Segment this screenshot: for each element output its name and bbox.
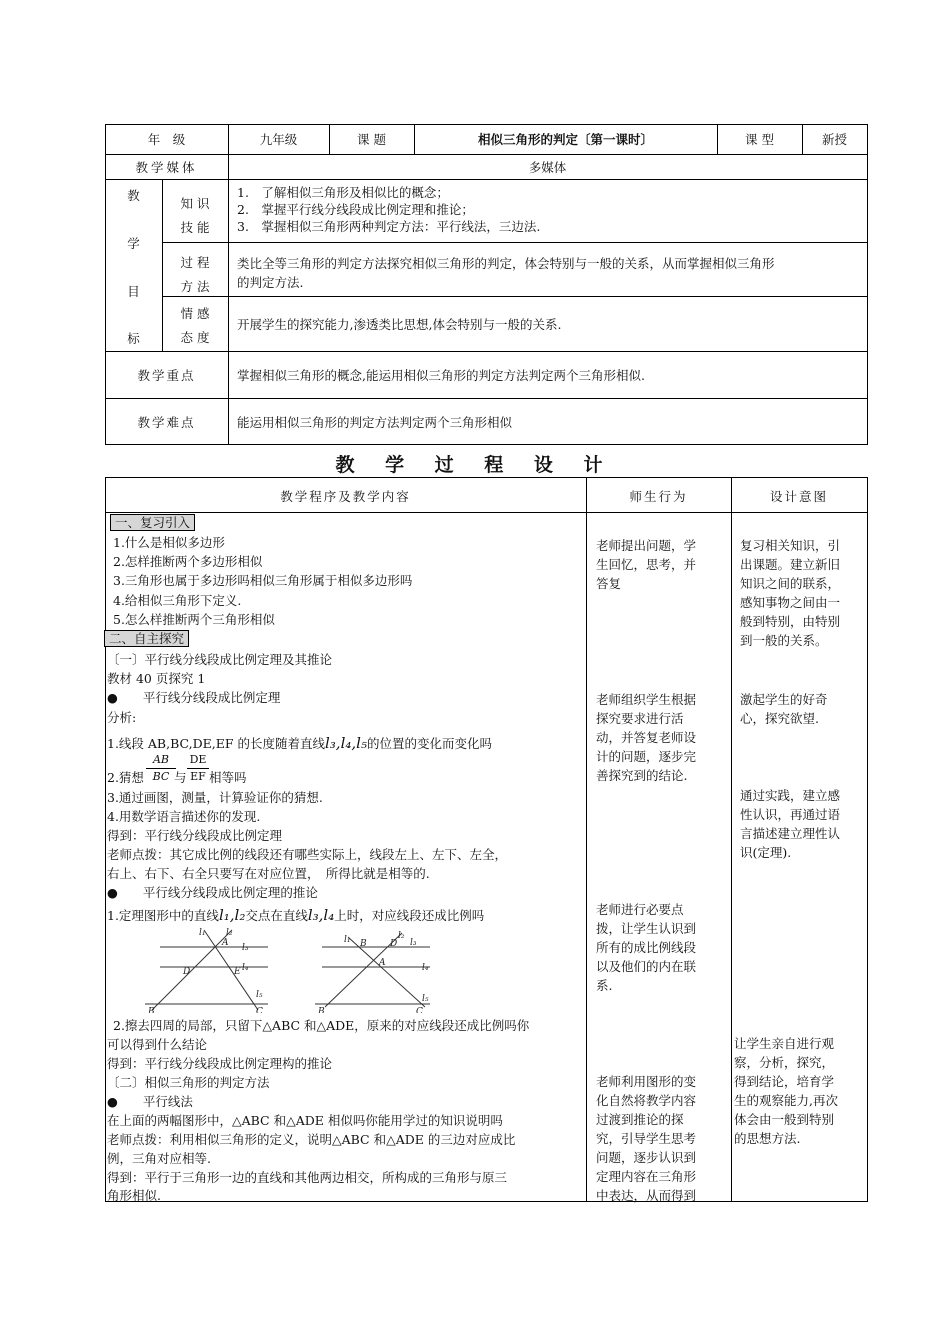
fig2-label-l4: l₄ [422,963,429,973]
result-2: 得到：平行线分线段成比例定理构的推论 [107,1056,333,1071]
fig2-label-C: C [416,1007,423,1013]
fig1-label-D: D [183,967,191,977]
fig1-label-l1: l₁ [199,928,206,938]
teacher-tip-1-cont: 右上、右下、右全只要写在对应位置， 所得比就是相等的. [107,866,430,881]
fig2-label-B2: B [318,1007,325,1013]
review-item: 5.怎么样推断两个三角形相似 [113,612,275,627]
fig1-label-l5: l₅ [256,990,263,1000]
topic-label: 课 题 [357,132,386,147]
behavior-block: 老师组织学生根据 探究要求进行活 动，并答复老师设 计的问题，逐步完 善探究到的结论. [596,692,697,783]
textbook-ref: 教材 40 页探究 1 [107,671,206,686]
key-text: 掌握相似三角形的概念,能运用相似三角形的判定方法判定两个三角形相似. [237,368,645,383]
header-content: 教学程序及教学内容 [280,489,411,504]
goals-label-char: 教 [127,188,140,203]
fraction-de-ef: $\frac{DE}{EF}$ [187,752,209,785]
result-3-cont: 角形相似. [107,1188,161,1203]
grade-label: 年 级 [147,132,186,147]
section-explore-label: 二、自主探究 [104,630,189,647]
question-2-suffix: 相等吗 [209,770,247,785]
teacher-tip-2-cont: 例，三角对应相等. [107,1151,211,1166]
teacher-tip-2: 老师点拨：利用相似三角形的定义，说明△ABC 和△ADE 的三边对应成比 [107,1132,516,1147]
bullet-item: ● 平行线分线段成比例定理 [107,690,281,705]
fig1-label-l2: l₂ [226,928,233,938]
question-6-cont: 可以得到什么结论 [107,1037,208,1052]
intent-block: 复习相关知识，引 出课题。建立新旧 知识之间的联系， 感知事物之间由一 般到特别，由特别 到一般的关系。 [740,538,841,648]
fraction-and: 与 [174,770,187,785]
goals-label-char: 标 [127,331,140,346]
subsection-title: 〔一〕平行线分线段成比例定理及其推论 [107,652,333,667]
behavior-block: 老师提出问题，学 生回忆，思考，并 答复 [596,538,697,591]
goals-label-char: 目 [127,284,140,299]
section-title: 教 学 过 程 设 计 [335,454,615,476]
parallel-lines-figures [140,925,470,1013]
fig1-label-l4: l₄ [242,963,249,973]
fig1-line-l2 [204,930,258,1010]
difficulty-label: 教学难点 [137,415,196,430]
process-label: 过 程 方 法 [180,255,210,294]
intent-block: 通过实践，建立感 性认识，再通过语 言描述建立理性认 识(定理). [740,788,841,860]
behavior-block: 老师利用图形的变 化自然将教学内容 过渡到推论的探 究，引导学生思考 问题，逐步认识到 定理内容在三角形 中表达，从而得到 [596,1074,697,1203]
process-text: 类比全等三角形的判定方法探究相似三角形的判定，体会特别与一般的关系，从而掌握相似三角形 的判定方法. [237,256,775,290]
question-6: 2.擦去四周的局部，只留下△ABC 和△ADE，原来的对应线段还成比例吗你 [113,1018,530,1033]
review-item: 3.三角形也属于多边形吗相似三角形属于相似多边形吗 [113,573,413,588]
topic-value: 相似三角形的判定〔第一课时〕 [477,132,653,147]
result-3: 得到：平行于三角形一边的直线和其他两边相交，所构成的三角形与原三 [107,1170,508,1185]
question-3: 3.通过画图，测量，计算验证你的猜想. [107,790,323,805]
goals-label-char: 学 [127,236,140,251]
behavior-block: 老师进行必要点 拨，让学生认识到 所有的成比例线段 以及他们的内在联 系. [596,902,697,993]
question-1: 1.线段 AB,BC,DE,EF 的长度随着直线l₃,l₄,l₅的位置的变化而变化吗 [107,734,492,752]
fig1-label-A: A [222,938,229,948]
knowledge-label: 知 识 技 能 [180,196,210,235]
fig2-label-l5: l₅ [422,994,429,1004]
subsection-title: 〔二〕相似三角形的判定方法 [107,1075,270,1090]
knowledge-item: 3. 掌握相似三角形两种判定方法：平行线法，三边法. [237,219,541,234]
media-value: 多媒体 [528,160,567,175]
emotion-text: 开展学生的探究能力,渗透类比思想,体会特别与一般的关系. [237,317,562,332]
bullet-item: ● 平行线法 [107,1094,193,1109]
section-review-label: 一、复习引入 [110,514,195,531]
paragraph: 在上面的两幅图形中，△ABC 和△ADE 相似吗你能用学过的知识说明吗 [107,1113,503,1128]
review-item: 4.给相似三角形下定义. [113,593,242,608]
type-value: 新授 [821,132,847,147]
fig2-label-l1: l₁ [344,935,351,945]
emotion-label: 情 感 态 度 [180,306,210,345]
question-4: 4.用数学语言描述你的发现. [107,809,261,824]
intent-block: 激起学生的好奇 心，探究欲望. [740,692,828,726]
fig2-label-l2: l₂ [398,931,405,941]
question-5: 1.定理图形中的直线l₁,l₂交点在直线l₃,l₄上时，对应线段还成比例吗 [107,906,485,924]
grade-value: 九年级 [259,132,298,147]
fig2-label-B: B [360,939,367,949]
header-behavior: 师生行为 [629,489,688,504]
knowledge-items [237,184,857,235]
fraction-ab-bc: $\frac{AB}{BC}$ [146,752,176,785]
fig1-label-B: B [148,1007,155,1013]
intent-block: 让学生亲自进行观 察，分析，探究， 得到结论，培育学 生的观察能力,再次 体会由一般到特别 的思想方法. [734,1036,838,1146]
result-1: 得到：平行线分线段成比例定理 [107,828,283,843]
type-label: 课 型 [745,132,774,147]
fig1-label-C: C [256,1007,263,1013]
fig1-line-l1 [152,930,232,1010]
key-label: 教学重点 [137,368,196,383]
question-2-prefix: 2.猜想 [107,770,144,785]
knowledge-item: 1. 了解相似三角形及相似比的概念； [237,185,449,200]
fig1-label-l3: l₃ [242,943,249,953]
media-label: 教学媒体 [135,160,198,175]
fig2-label-l3: l₃ [410,938,417,948]
header-intent: 设计意图 [769,489,828,504]
analysis-label: 分析: [107,710,137,725]
knowledge-item: 2. 掌握平行线分线段成比例定理和推论； [237,202,474,217]
fig2-label-D: D [390,939,398,949]
fig2-label-A: A [379,958,386,968]
difficulty-text: 能运用相似三角形的判定方法判定两个三角形相似 [237,415,513,430]
fig1-label-E: E [234,967,241,977]
teacher-tip-1: 老师点拨：其它成比例的线段还有哪些实际上，线段左上、左下、左全， [107,847,508,862]
review-item: 1.什么是相似多边形 [113,535,225,550]
bullet-item: ● 平行线分线段成比例定理的推论 [107,885,318,900]
review-item: 2.怎样推断两个多边形相似 [113,554,263,569]
